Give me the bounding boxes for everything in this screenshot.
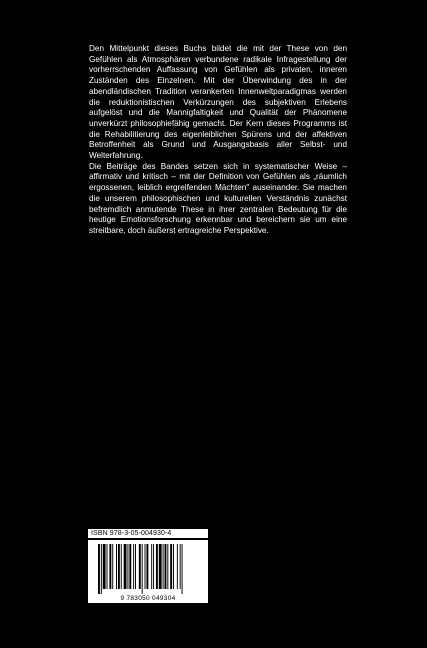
isbn-block xyxy=(88,529,208,603)
blurb-paragraph-1: Den Mittelpunkt dieses Buchs bildet die mit der These von den Gefühlen als Atmosphären verbundene radikale Infragestellung der vorherrschenden Auffassung von Gefühlen als privaten, inneren Zuständen des Einzelnen. Mit der Überwindung des in der abendländischen Tradition verankerten Innenweltparadigmas werden die reduktionistischen Verkürzungen des subjektiven Erlebens aufgelöst und die Mannigfaltigkeit und Qualität der Phänomene unverkürzt philosophiefähig gemacht. Der Kern dieses Programms ist die Rehabilitierung des eigenleiblichen Spürens und der affektiven Betroffenheit als Grund und Ausgangsbasis aller Selbst- und Welterfahrung. xyxy=(89,44,347,161)
isbn-label: ISBN 978-3-05-004930-4 xyxy=(88,529,208,538)
blurb-paragraph-2: Die Beiträge des Bandes setzen sich in systematischer Weise – affirmativ und kritisch – mit der Definition von Gefühlen als „räumlich ergossenen, leiblich ergreifenden Mächten" auseinander. Sie machen die unserem philosophischen und kulturellen Verständnis zunächst befremdlich anmutende These in ihrer zentralen Bedeutung für die heutige Emotionsforschung erkennbar und bereichern sie um eine streitbare, doch äußerst ertragreiche Perspektive. xyxy=(89,161,347,235)
back-cover-blurb xyxy=(89,44,347,237)
barcode xyxy=(88,540,208,603)
barcode-bars-icon xyxy=(88,540,208,595)
barcode-digits: 9 783050 049304 xyxy=(120,595,176,602)
